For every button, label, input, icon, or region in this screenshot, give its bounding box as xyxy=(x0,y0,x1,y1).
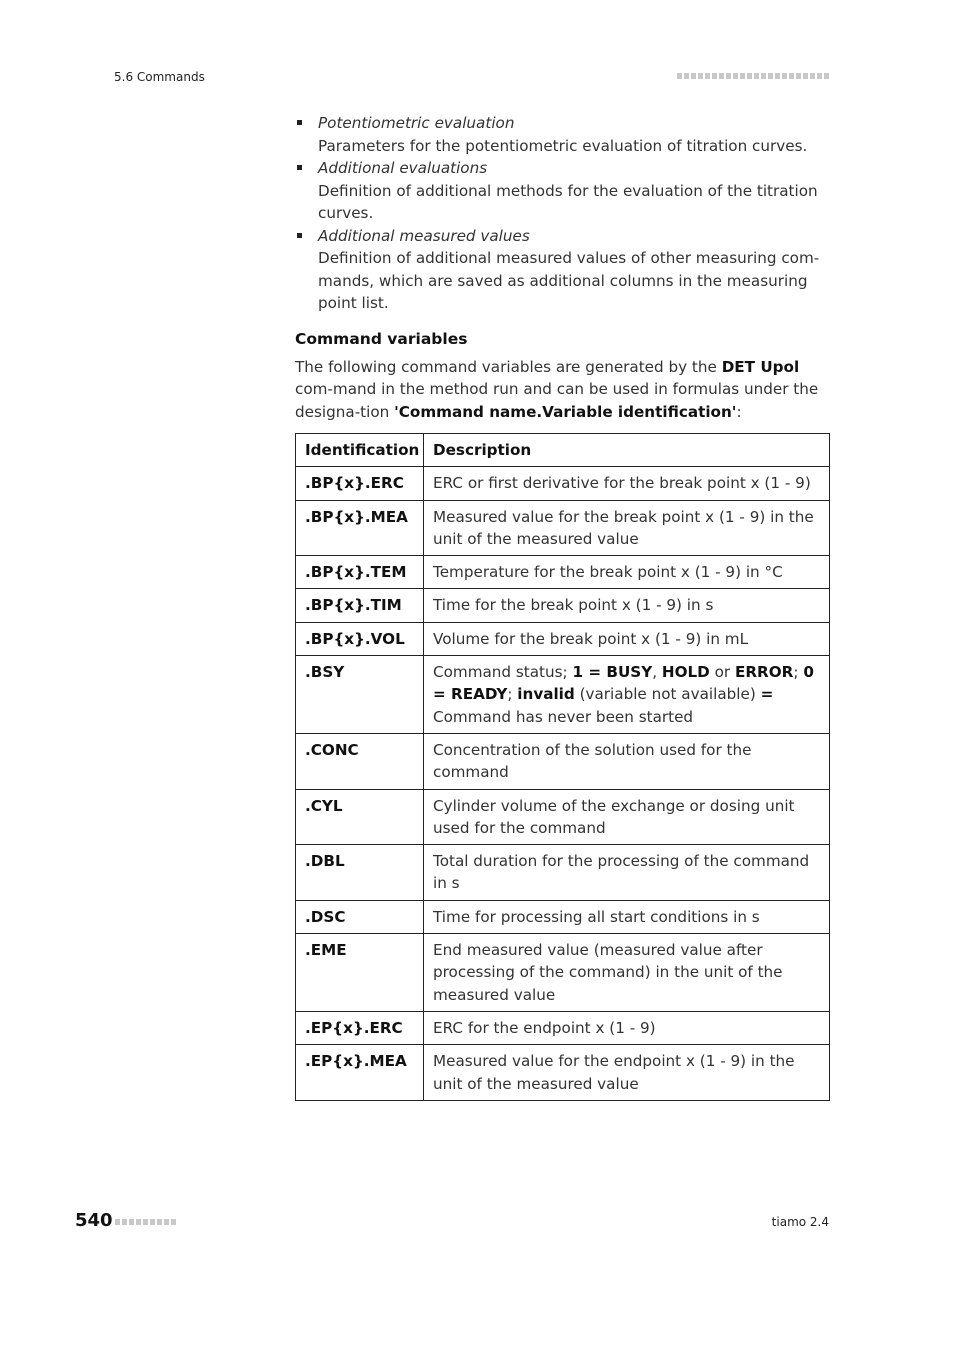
variable-description: Temperature for the break point x (1 - 9) in °C xyxy=(424,556,830,589)
desc-text: Command has never been started xyxy=(433,707,694,726)
bullet-term: Additional measured values xyxy=(318,226,530,245)
bullet-square-icon xyxy=(297,165,302,170)
footer-decorative-dots xyxy=(115,1219,176,1225)
variable-description: Total duration for the processing of the command in s xyxy=(424,845,830,901)
designation-format: 'Command name.Variable identification' xyxy=(394,402,737,421)
table-row xyxy=(296,1045,830,1101)
variable-description xyxy=(424,656,830,734)
section-intro xyxy=(295,356,830,424)
table-row xyxy=(296,622,830,655)
variable-identification: .BP{x}.MEA xyxy=(296,500,424,556)
page-number: 540 xyxy=(75,1210,113,1231)
desc-emphasis: invalid xyxy=(517,685,575,704)
bullet-description: Definition of additional measured values of other measuring com-mands, which are saved as additional columns in the measuring point list. xyxy=(318,249,820,312)
desc-emphasis: 0 = READY xyxy=(433,663,814,704)
desc-text: Command status; xyxy=(433,663,573,682)
bullet-description: Parameters for the potentiometric evaluation of titration curves. xyxy=(318,136,808,155)
page-content xyxy=(295,112,830,1101)
bullet-square-icon xyxy=(297,233,302,238)
variable-identification: .DSC xyxy=(296,900,424,933)
variable-identification: .DBL xyxy=(296,845,424,901)
variable-identification: .CYL xyxy=(296,789,424,845)
table-header-row xyxy=(296,434,830,467)
table-row xyxy=(296,900,830,933)
variable-description: Measured value for the break point x (1 - 9) in the unit of the measured value xyxy=(424,500,830,556)
table-row xyxy=(296,845,830,901)
variable-identification: .EP{x}.MEA xyxy=(296,1045,424,1101)
table-row xyxy=(296,467,830,500)
command-variables-table xyxy=(295,433,830,1101)
variable-identification: .BP{x}.TIM xyxy=(296,589,424,622)
section-heading: Command variables xyxy=(295,329,468,348)
table-row xyxy=(296,789,830,845)
intro-text: : xyxy=(736,402,742,421)
variable-description: Volume for the break point x (1 - 9) in mL xyxy=(424,622,830,655)
column-header-identification: Identification xyxy=(296,434,424,467)
bullet-square-icon xyxy=(297,120,302,125)
variable-description: Time for the break point x (1 - 9) in s xyxy=(424,589,830,622)
list-item xyxy=(295,225,830,315)
intro-text: The following command variables are generated by the xyxy=(295,357,722,376)
variable-description: Measured value for the endpoint x (1 - 9) in the unit of the measured value xyxy=(424,1045,830,1101)
desc-emphasis: HOLD xyxy=(661,663,710,682)
command-name: DET Upol xyxy=(721,357,800,376)
running-header-section: 5.6 Commands xyxy=(114,70,205,84)
table-row xyxy=(296,656,830,734)
column-header-description: Description xyxy=(424,434,830,467)
variable-description: Time for processing all start conditions in s xyxy=(424,900,830,933)
table-row xyxy=(296,556,830,589)
variable-identification: .BP{x}.TEM xyxy=(296,556,424,589)
header-decorative-dots xyxy=(677,73,829,79)
table-row xyxy=(296,589,830,622)
variable-identification: .BSY xyxy=(296,656,424,734)
list-item xyxy=(295,112,830,157)
desc-text: ; xyxy=(793,663,804,682)
variable-identification: .BP{x}.ERC xyxy=(296,467,424,500)
variable-description: ERC for the endpoint x (1 - 9) xyxy=(424,1011,830,1044)
desc-text: (variable not available) xyxy=(574,685,761,704)
variable-identification: .EME xyxy=(296,934,424,1012)
table-row xyxy=(296,733,830,789)
table-row xyxy=(296,500,830,556)
product-name: tiamo 2.4 xyxy=(771,1215,829,1229)
desc-emphasis: 1 = BUSY xyxy=(572,663,653,682)
bullet-term: Potentiometric evaluation xyxy=(318,114,515,132)
bullet-term: Additional evaluations xyxy=(318,159,488,177)
desc-emphasis: = xyxy=(760,685,774,704)
desc-text: or xyxy=(709,663,735,682)
desc-text: , xyxy=(652,663,662,682)
desc-emphasis: ERROR xyxy=(734,663,794,682)
variable-description: End measured value (measured value after processing of the command) in the unit of the measured value xyxy=(424,934,830,1012)
variable-description: Cylinder volume of the exchange or dosing unit used for the command xyxy=(424,789,830,845)
intro-text: com-mand in the method run and can be used in formulas under the designa-tion xyxy=(295,380,819,421)
table-row xyxy=(296,934,830,1012)
variable-description: Concentration of the solution used for the command xyxy=(424,733,830,789)
table-row xyxy=(296,1011,830,1044)
bullet-list xyxy=(295,112,830,315)
list-item xyxy=(295,157,830,225)
desc-text: ; xyxy=(507,685,518,704)
variable-identification: .EP{x}.ERC xyxy=(296,1011,424,1044)
variable-identification: .BP{x}.VOL xyxy=(296,622,424,655)
variable-identification: .CONC xyxy=(296,733,424,789)
bullet-description: Definition of additional methods for the evaluation of the titration curves. xyxy=(318,181,818,222)
variable-description: ERC or first derivative for the break point x (1 - 9) xyxy=(424,467,830,500)
